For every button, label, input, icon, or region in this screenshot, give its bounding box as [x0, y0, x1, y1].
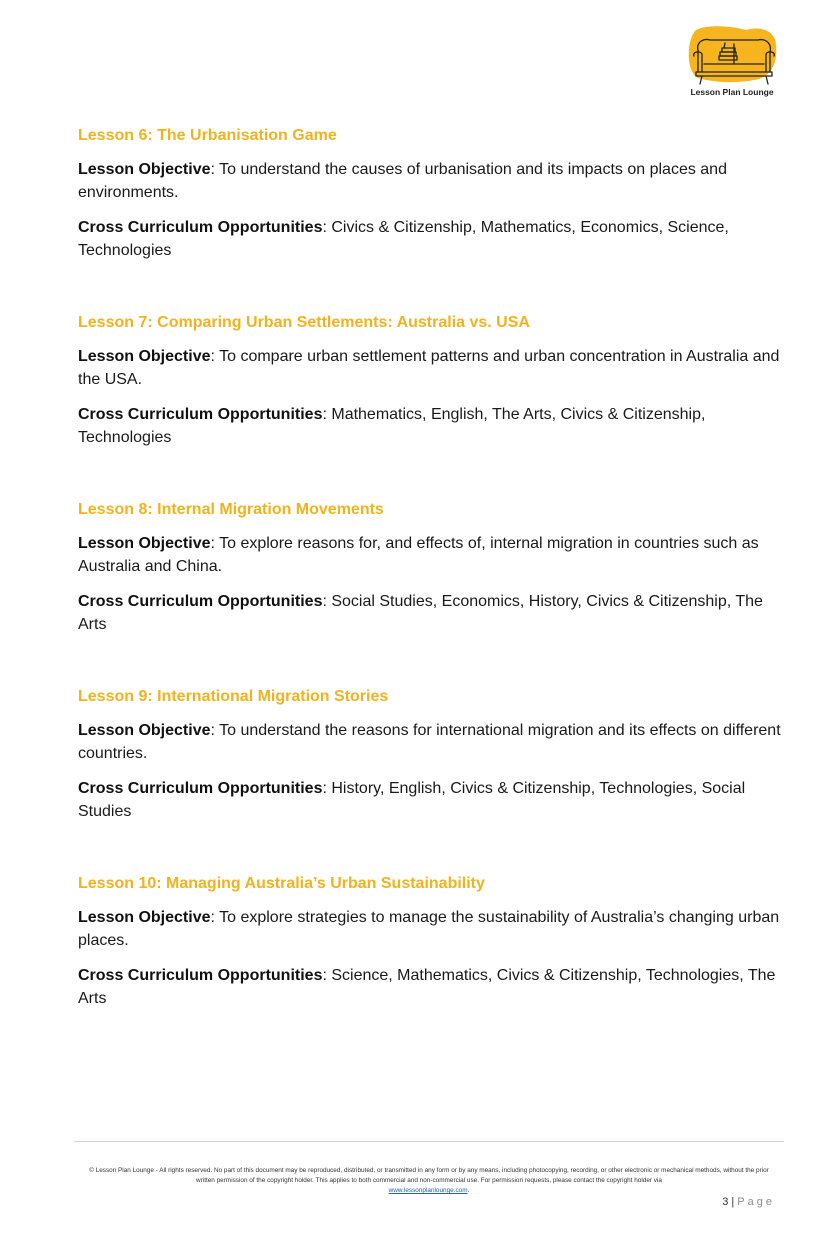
lessons-list	[78, 124, 784, 1059]
lesson-10	[78, 872, 784, 1059]
cross-curriculum	[78, 590, 784, 636]
objective-text: : To understand the reasons for international migration and its effects on different countries.	[78, 722, 781, 762]
objective-label: Lesson Objective	[78, 722, 211, 739]
page-word: Page	[737, 1196, 775, 1208]
cross-curriculum	[78, 403, 784, 449]
cross-curriculum-label: Cross Curriculum Opportunities	[78, 406, 323, 423]
objective-label: Lesson Objective	[78, 161, 211, 178]
logo-text: Lesson Plan Lounge	[690, 87, 774, 97]
lesson-9	[78, 685, 784, 872]
lesson-objective	[78, 719, 784, 765]
brand-logo	[684, 24, 780, 100]
footer-copyright	[82, 1166, 776, 1196]
lesson-title: Lesson 10: Managing Australia’s Urban Sustainability	[78, 875, 485, 892]
objective-label: Lesson Objective	[78, 909, 211, 926]
cross-curriculum-label: Cross Curriculum Opportunities	[78, 219, 323, 236]
lesson-7	[78, 311, 784, 498]
cross-curriculum-text: : Social Studies, Economics, History, Civics & Citizenship, The Arts	[78, 593, 763, 633]
lesson-title: Lesson 6: The Urbanisation Game	[78, 127, 337, 144]
cross-curriculum-text: : Civics & Citizenship, Mathematics, Economics, Science, Technologies	[78, 219, 729, 259]
lesson-title: Lesson 9: International Migration Stories	[78, 688, 389, 705]
objective-text: : To explore reasons for, and effects of, internal migration in countries such as Australia and China.	[78, 535, 759, 575]
lesson-8	[78, 498, 784, 685]
cross-curriculum-text: : Mathematics, English, The Arts, Civics & Citizenship, Technologies	[78, 406, 706, 446]
lesson-6	[78, 124, 784, 311]
page-number-value: 3	[722, 1196, 729, 1208]
objective-label: Lesson Objective	[78, 535, 211, 552]
footer-divider	[74, 1141, 784, 1142]
page-number	[722, 1196, 775, 1208]
lesson-objective	[78, 532, 784, 578]
cross-curriculum	[78, 964, 784, 1010]
link-suffix: .	[467, 1187, 470, 1194]
objective-text: : To explore strategies to manage the sustainability of Australia’s changing urban places.	[78, 909, 780, 949]
lesson-title: Lesson 7: Comparing Urban Settlements: Australia vs. USA	[78, 314, 530, 331]
lesson-title: Lesson 8: Internal Migration Movements	[78, 501, 384, 518]
page-separator: |	[728, 1196, 738, 1208]
lesson-objective	[78, 158, 784, 204]
sofa-with-books-icon	[684, 24, 780, 88]
cross-curriculum-text: : History, English, Civics & Citizenship, Technologies, Social Studies	[78, 780, 746, 820]
website-link[interactable]: www.lessonplanlounge.com	[388, 1187, 468, 1194]
lesson-objective	[78, 906, 784, 952]
cross-curriculum-text: : Science, Mathematics, Civics & Citizenship, Technologies, The Arts	[78, 967, 776, 1007]
copyright-text: © Lesson Plan Lounge - All rights reserved. No part of this document may be reproduced, distributed, or transmitted in any form or by any means, including photocopying, recording, or other electronic or mechanical methods, without the prior written permission of the copyright holder. This applies to both commercial and non-commercial use. For permission requests, please contact the copyright holder via	[89, 1167, 769, 1184]
objective-label: Lesson Objective	[78, 348, 211, 365]
cross-curriculum-label: Cross Curriculum Opportunities	[78, 593, 323, 610]
objective-text: : To compare urban settlement patterns and urban concentration in Australia and the USA.	[78, 348, 780, 388]
cross-curriculum-label: Cross Curriculum Opportunities	[78, 780, 323, 797]
cross-curriculum-label: Cross Curriculum Opportunities	[78, 967, 323, 984]
lesson-objective	[78, 345, 784, 391]
cross-curriculum	[78, 777, 784, 823]
objective-text: : To understand the causes of urbanisation and its impacts on places and environments.	[78, 161, 727, 201]
cross-curriculum	[78, 216, 784, 262]
